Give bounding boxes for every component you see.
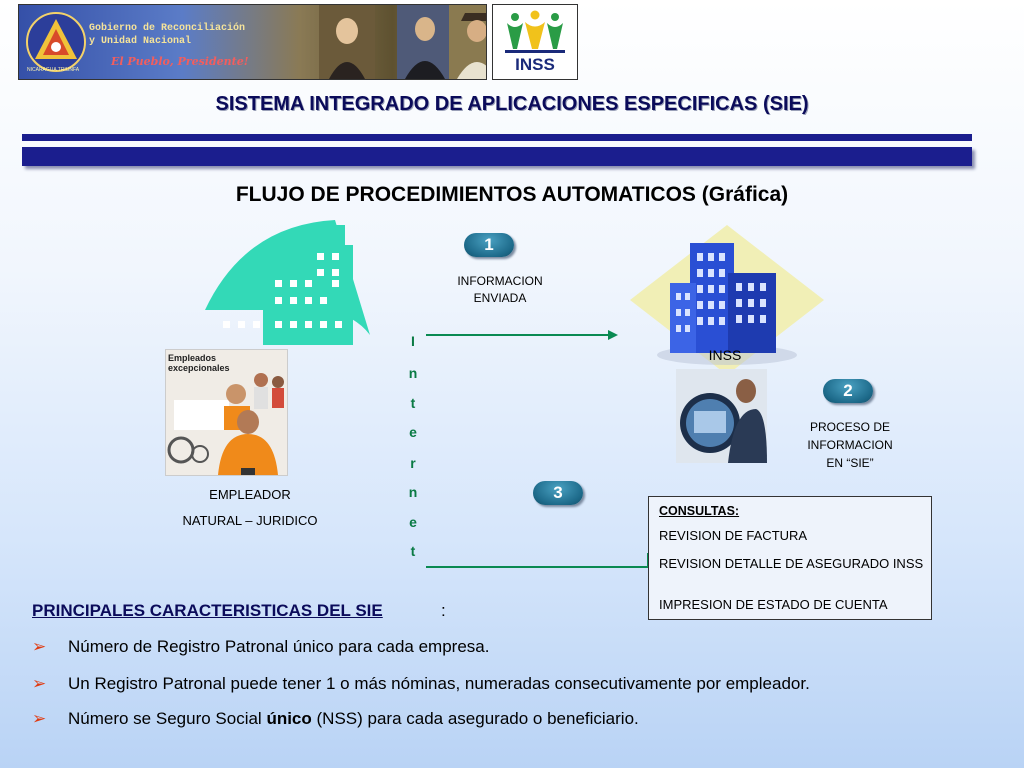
portrait-image [319,5,375,79]
step-1-badge: 1 [464,233,514,257]
seal-caption: NICARAGUA TRIUNFA [27,67,80,73]
arrow-right-icon [426,330,618,340]
government-slogan: El Pueblo, Presidente! [111,55,249,68]
employees-caption-line1: Empleados [168,353,217,363]
feature-item-text: (NSS) para cada asegurado o beneficiario. [311,709,639,728]
info-sent-line1: INFORMACION [457,274,543,288]
feature-item [68,709,639,729]
divider [22,134,972,141]
internet-letter: t [410,395,416,411]
internet-letter: e [409,514,417,530]
employer-type-label: NATURAL – JURIDICO [182,513,318,528]
government-name-line1: Gobierno de Reconciliación [89,23,246,34]
bullet-arrow-icon: ➢ [32,674,47,693]
computer-operator-illustration [676,369,767,463]
bullet-arrow-icon: ➢ [32,637,47,656]
employees-caption-line2: excepcionales [168,363,230,373]
divider [22,147,972,166]
internet-letter: n [408,365,418,381]
consultas-item: IMPRESION DE ESTADO DE CUENTA [659,597,888,612]
inss-operator-photo [676,369,767,463]
inss-logo [492,4,578,80]
info-sent-line2: ENVIADA [473,291,527,305]
internet-letter: I [411,333,415,349]
process-line3: EN “SIE” [826,456,874,470]
employees-photo [165,349,288,476]
internet-letter: e [409,424,417,440]
features-title: PRINCIPALES CARACTERISTICAS DEL SIE [32,601,383,620]
flow-arrows [420,325,660,575]
consultas-item: REVISION DE FACTURA [659,528,808,543]
government-name-line2: y Unidad Nacional [89,36,192,47]
people-illustration [166,372,287,475]
consultas-item: REVISION DETALLE DE ASEGURADO INSS [659,556,924,571]
process-label [780,418,920,472]
section-subtitle: FLUJO DE PROCEDIMIENTOS AUTOMATICOS (Gráfica) [235,183,789,206]
inss-label: INSS [708,347,742,363]
features-title-colon: : [441,601,446,620]
portrait-image [397,5,453,79]
internet-letter: n [408,484,418,500]
building-icon [205,215,375,345]
bullet-arrow-icon: ➢ [32,709,47,728]
process-line1: PROCESO DE [809,420,890,434]
feature-item: Número de Registro Patronal único para cada empresa. [68,637,490,656]
inss-logo-text: INSS [515,55,555,74]
step-3-badge: 3 [533,481,583,505]
internet-letter: t [410,543,416,559]
page-title: SISTEMA INTEGRADO DE APLICACIONES ESPECIFICAS (SIE) [215,93,809,115]
process-line2: INFORMACION [807,438,893,452]
info-sent-label [430,273,570,307]
step-2-badge: 2 [823,379,873,403]
internet-letter: r [410,455,416,471]
government-banner [18,4,487,80]
employer-label: EMPLEADOR [209,487,291,502]
consultas-box [648,496,932,620]
people-logo-icon [503,9,567,53]
portrait-image [449,5,487,79]
feature-item-text: Número se Seguro Social [68,709,267,728]
consultas-title: CONSULTAS: [659,504,740,518]
feature-item: Un Registro Patronal puede tener 1 o más nóminas, numeradas consecutivamente por empleador. [68,674,810,693]
feature-item-emphasis: único [266,709,312,728]
government-seal-icon [25,11,87,73]
